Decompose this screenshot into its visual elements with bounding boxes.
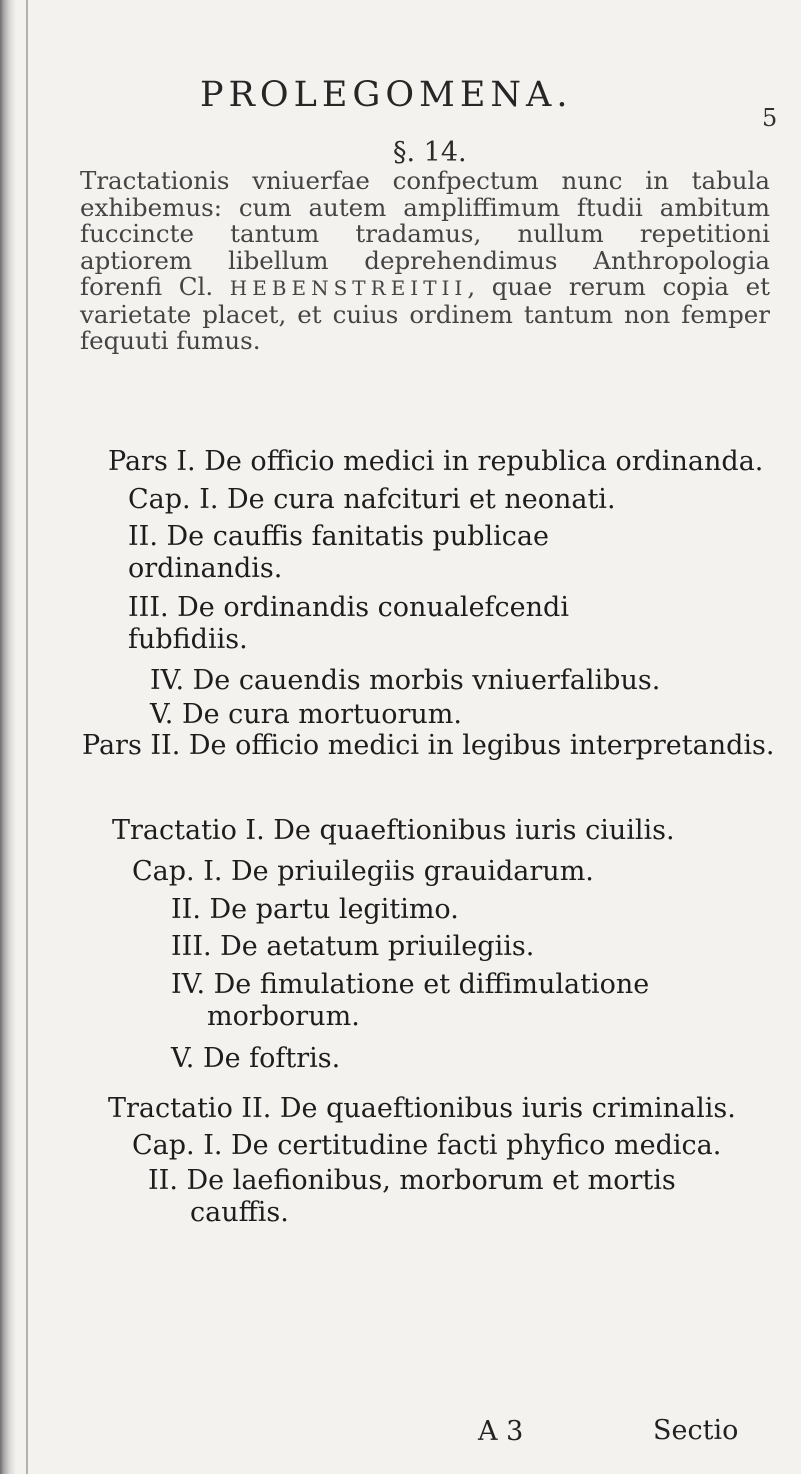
signature-mark: A 3 [478, 1416, 524, 1447]
pars2-title: Pars II. De officio medici in legibus interpretandis. [82, 730, 775, 761]
running-head: PROLEGOMENA. [200, 75, 573, 115]
tractatio1-item: V. De foftris. [171, 1043, 341, 1074]
pars1-item: Cap. I. De cura nafcituri et neonati. [128, 484, 616, 515]
intro-text-part1: Tractationis vniuerfae confpectum nunc in tabula exhibemus: cum autem ampliffimum ftudii ambitum fuccincte tantum tradamus, nullum repetitioni aptiorem libellum deprehendimus Anthropologia forenfi Cl. [80, 166, 770, 301]
tractatio1-item: II. De partu legitimo. [171, 894, 459, 925]
pars1-item: V. De cura mortuorum. [150, 699, 462, 730]
tractatio2-item: Cap. I. De certitudine facti phyfico medica. [132, 1130, 722, 1161]
section-mark: §. 14. [393, 137, 467, 168]
tractatio1-item: Cap. I. De priuilegiis grauidarum. [132, 856, 594, 887]
tractatio1-item: IV. De fimulatione et diffimulatione morborum. [171, 969, 650, 1032]
catchword: Sectio [653, 1415, 739, 1446]
intro-text-part2: , quae rerum copia et varietate placet, et cuius ordinem tantum non femper fequuti fumus. [80, 272, 770, 355]
intro-author-name: HEBENSTREITII [229, 276, 468, 300]
pars1-item: III. De ordinandis conualefcendi fubfidiis. [128, 592, 569, 655]
pars1-item: IV. De cauendis morbis vniuerfalibus. [150, 665, 661, 696]
pars1-title: Pars I. De officio medici in republica ordinanda. [108, 446, 764, 477]
tractatio1-title: Tractatio I. De quaeftionibus iuris ciuilis. [112, 815, 675, 846]
tractatio2-title: Tractatio II. De quaeftionibus iuris criminalis. [108, 1093, 736, 1124]
pars1-item: II. De cauffis fanitatis publicae ordinandis. [128, 521, 549, 584]
page-number: 5 [762, 104, 778, 132]
intro-paragraph [80, 168, 770, 355]
tractatio2-item: II. De laefionibus, morborum et mortis cauffis. [148, 1165, 676, 1228]
tractatio1-item: III. De aetatum priuilegiis. [171, 931, 535, 962]
